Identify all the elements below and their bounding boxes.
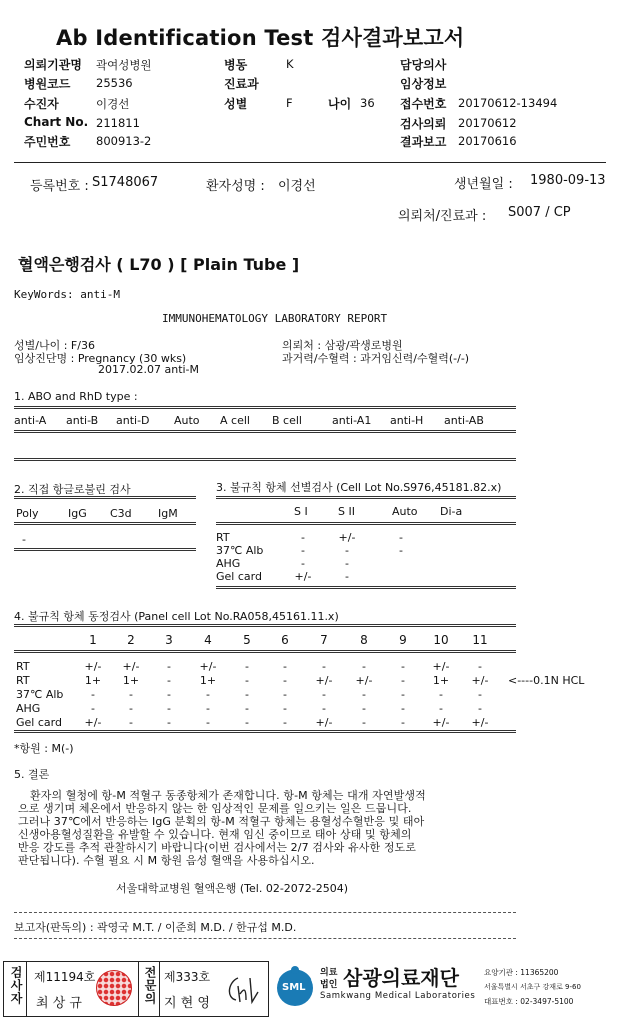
panel-cell: +/- bbox=[315, 674, 333, 687]
screen-rule-bottom bbox=[216, 586, 516, 589]
panel-cell: - bbox=[478, 660, 482, 673]
screen-column-header: S I bbox=[294, 505, 308, 518]
panel-column-header: 11 bbox=[472, 633, 488, 647]
abo-column-header: A cell bbox=[220, 414, 250, 427]
panel-cell: - bbox=[167, 716, 171, 729]
header-right-label: 접수번호 bbox=[400, 97, 447, 111]
signature-icon bbox=[224, 972, 260, 1006]
contact-institution: 요양기관 : 11365200 bbox=[484, 968, 559, 977]
header-left-label: 병원코드 bbox=[24, 77, 71, 91]
panel-cell: +/- bbox=[432, 660, 450, 673]
reg-value: S1748067 bbox=[92, 175, 159, 190]
panel-cell: +/- bbox=[471, 674, 489, 687]
specialist-name: 지 현 영 bbox=[164, 996, 210, 1011]
panel-cell: - bbox=[167, 674, 171, 687]
dob-value: 1980-09-13 bbox=[530, 173, 606, 188]
sml-logo-icon bbox=[272, 962, 318, 1008]
screen-cell: - bbox=[301, 544, 305, 557]
screen-title: 3. 불규칙 항체 선별검사 (Cell Lot No.S976,45181.82.x) bbox=[216, 481, 502, 494]
dept-label: 의뢰처/진료과 : bbox=[398, 209, 487, 224]
screen-rule-top bbox=[216, 496, 516, 499]
panel-cell: - bbox=[478, 702, 482, 715]
panel-column-header: 8 bbox=[360, 633, 368, 647]
panel-cell: - bbox=[245, 674, 249, 687]
panel-cell: - bbox=[401, 660, 405, 673]
signature-box bbox=[3, 961, 269, 1017]
patient-diagnosis: 임상진단명 : Pregnancy (30 wks) bbox=[14, 352, 187, 365]
panel-column-header: 5 bbox=[243, 633, 251, 647]
panel-row-label: AHG bbox=[16, 702, 41, 715]
panel-cell: - bbox=[283, 660, 287, 673]
header-left-value: 211811 bbox=[96, 116, 140, 130]
abo-column-header: anti-AB bbox=[444, 414, 484, 427]
screen-cell: +/- bbox=[294, 570, 312, 583]
header-left-label: 의뢰기관명 bbox=[24, 58, 82, 72]
panel-cell: +/- bbox=[84, 660, 102, 673]
panel-cell: - bbox=[322, 702, 326, 715]
org-name: 삼광의료재단 bbox=[343, 966, 459, 990]
panel-cell: - bbox=[362, 660, 366, 673]
patient-name-label: 환자성명 : bbox=[206, 179, 265, 194]
header-left-value: 25536 bbox=[96, 76, 133, 90]
panel-cell: - bbox=[362, 688, 366, 701]
dat-column-header: IgM bbox=[158, 507, 178, 520]
panel-cell: 1+ bbox=[199, 674, 217, 687]
abo-column-header: anti-D bbox=[116, 414, 150, 427]
header-mid-value: K bbox=[286, 57, 294, 71]
screen-row-label: Gel card bbox=[216, 570, 262, 583]
conclusion-line: 신생아용혈성질환을 유발할 수 있습니다. 현재 임신 중이므로 태아 상태 및 항체의 bbox=[18, 828, 412, 841]
reporter-rule-top bbox=[14, 912, 516, 913]
abo-rule-bottom bbox=[14, 458, 516, 461]
abo-column-header: B cell bbox=[272, 414, 302, 427]
panel-column-header: 2 bbox=[127, 633, 135, 647]
dat-column-header: IgG bbox=[68, 507, 87, 520]
patient-sexage: 성별/나이 : F/36 bbox=[14, 339, 95, 352]
panel-cell: - bbox=[401, 674, 405, 687]
panel-cell: - bbox=[129, 688, 133, 701]
examiner-seal-icon bbox=[96, 970, 132, 1006]
dob-label: 생년월일 : bbox=[454, 177, 513, 192]
header-right-value: 20170612 bbox=[458, 116, 517, 130]
panel-rule-bottom bbox=[14, 730, 516, 733]
screen-cell: - bbox=[345, 570, 349, 583]
panel-cell: - bbox=[401, 688, 405, 701]
panel-cell: 1+ bbox=[84, 674, 102, 687]
header-left-label: 주민번호 bbox=[24, 135, 71, 149]
header-right-label: 결과보고 bbox=[400, 135, 447, 149]
section-title: 혈액은행검사 ( L70 ) [ Plain Tube ] bbox=[18, 255, 300, 274]
report-title: Ab Identification Test 검사결과보고서 bbox=[56, 26, 465, 50]
examiner-name: 최 상 규 bbox=[36, 996, 82, 1011]
header-left-value: 이경선 bbox=[96, 97, 130, 111]
abo-rule-mid bbox=[14, 430, 516, 433]
conclusion-line: 그러나 37℃에서 반응하는 IgG 분획의 항-M 적혈구 항체는 용혈성수혈반응 및 태아 bbox=[18, 815, 425, 828]
conclusion-line: 환자의 혈청에 항-M 적혈구 동종항체가 존재합니다. 항-M 항체는 대개 자연발생적 bbox=[30, 789, 426, 802]
conclusion-title: 5. 결론 bbox=[14, 768, 50, 781]
age-value: 36 bbox=[360, 96, 375, 110]
contact-phone: 대표번호 : 02-3497-5100 bbox=[484, 997, 574, 1006]
panel-cell: - bbox=[129, 702, 133, 715]
panel-cell: - bbox=[167, 702, 171, 715]
panel-cell: - bbox=[283, 688, 287, 701]
abo-column-header: anti-A bbox=[14, 414, 47, 427]
sig-divider-3 bbox=[159, 962, 160, 1016]
header-left-label: Chart No. bbox=[24, 115, 89, 129]
header-left-value: 곽여성병원 bbox=[96, 58, 152, 72]
dept-value: S007 / CP bbox=[508, 205, 571, 220]
reporter-rule-bottom bbox=[14, 938, 516, 939]
header-right-label: 검사의뢰 bbox=[400, 117, 447, 131]
panel-cell: - bbox=[245, 702, 249, 715]
screen-cell: +/- bbox=[338, 531, 356, 544]
panel-column-header: 6 bbox=[281, 633, 289, 647]
dat-rule-mid bbox=[14, 522, 196, 525]
panel-column-header: 10 bbox=[433, 633, 449, 647]
panel-rule-mid bbox=[14, 650, 516, 653]
header-left-label: 수진자 bbox=[24, 97, 59, 111]
panel-cell: - bbox=[478, 688, 482, 701]
panel-column-header: 7 bbox=[320, 633, 328, 647]
header-divider bbox=[14, 162, 606, 163]
conclusion-line: 으로 생기며 체온에서 반응하지 않는 한 임상적인 문제를 일으키는 일은 드뭅니다. bbox=[18, 802, 412, 815]
panel-cell: - bbox=[362, 702, 366, 715]
panel-cell: - bbox=[283, 702, 287, 715]
panel-row-label: RT bbox=[16, 660, 30, 673]
dat-value: - bbox=[22, 533, 26, 546]
panel-column-header: 9 bbox=[399, 633, 407, 647]
panel-column-header: 4 bbox=[204, 633, 212, 647]
screen-column-header: Auto bbox=[392, 505, 418, 518]
panel-cell: - bbox=[167, 660, 171, 673]
abo-column-header: Auto bbox=[174, 414, 200, 427]
header-right-label: 임상정보 bbox=[400, 77, 447, 91]
header-mid-label: 진료과 bbox=[224, 77, 259, 91]
reg-label: 등록번호 : bbox=[30, 179, 89, 194]
screen-cell: - bbox=[345, 557, 349, 570]
panel-cell: - bbox=[439, 702, 443, 715]
header-right-label: 담당의사 bbox=[400, 58, 447, 72]
report-heading: IMMUNOHEMATOLOGY LABORATORY REPORT bbox=[162, 312, 388, 325]
panel-cell: - bbox=[439, 688, 443, 701]
screen-column-header: S II bbox=[338, 505, 355, 518]
panel-row-note: <----0.1N HCL bbox=[508, 674, 585, 687]
keywords: KeyWords: anti-M bbox=[14, 288, 120, 301]
patient-referrer: 의뢰처 : 삼광/곽생로병원 bbox=[282, 339, 403, 352]
panel-cell: 1+ bbox=[432, 674, 450, 687]
patient-history: 과거력/수혈력 : 과거임신력/수혈력(-/-) bbox=[282, 352, 470, 365]
panel-cell: +/- bbox=[122, 660, 140, 673]
header-right-value: 20170616 bbox=[458, 134, 517, 148]
logo-text: SML bbox=[282, 982, 306, 993]
panel-cell: - bbox=[91, 688, 95, 701]
specialist-label: 전문의 bbox=[143, 966, 157, 1005]
panel-cell: +/- bbox=[432, 716, 450, 729]
panel-row-label: 37℃ Alb bbox=[16, 688, 64, 701]
dat-rule-bottom bbox=[14, 548, 196, 551]
reporter-line: 보고자(판독의) : 곽영국 M.T. / 이준희 M.D. / 한규섭 M.D. bbox=[14, 921, 297, 934]
panel-cell: - bbox=[245, 688, 249, 701]
conclusion-line: 판단됩니다). 수혈 필요 시 M 항원 음성 혈액을 사용하십시오. bbox=[18, 854, 315, 867]
panel-cell: - bbox=[91, 702, 95, 715]
panel-column-header: 3 bbox=[165, 633, 173, 647]
panel-column-header: 1 bbox=[89, 633, 97, 647]
screen-rule-mid bbox=[216, 522, 516, 525]
panel-cell: - bbox=[362, 716, 366, 729]
header-mid-value: F bbox=[286, 96, 293, 110]
panel-cell: +/- bbox=[315, 716, 333, 729]
dat-title: 2. 직접 항글로불린 검사 bbox=[14, 483, 131, 496]
contact-address: 서울특별시 서초구 강재로 9-60 bbox=[484, 983, 581, 991]
org-english-name: Samkwang Medical Laboratories bbox=[320, 991, 476, 1001]
panel-cell: - bbox=[283, 716, 287, 729]
header-left-value: 800913-2 bbox=[96, 134, 152, 148]
header-right-value: 20170612-13494 bbox=[458, 96, 558, 110]
panel-cell: - bbox=[322, 688, 326, 701]
panel-cell: 1+ bbox=[122, 674, 140, 687]
dat-rule-top bbox=[14, 496, 196, 499]
panel-row-label: RT bbox=[16, 674, 30, 687]
org-prefix-1: 의료 bbox=[320, 968, 338, 978]
conclusion-signoff: 서울대학교병원 혈액은행 (Tel. 02-2072-2504) bbox=[116, 882, 349, 895]
screen-row-label: AHG bbox=[216, 557, 241, 570]
examiner-label: 검사자 bbox=[9, 966, 23, 1005]
screen-cell: - bbox=[301, 531, 305, 544]
screen-cell: - bbox=[345, 544, 349, 557]
screen-cell: - bbox=[301, 557, 305, 570]
panel-rule-top bbox=[14, 624, 516, 627]
screen-row-label: 37℃ Alb bbox=[216, 544, 264, 557]
antigen-result: *항원 : M(-) bbox=[14, 742, 74, 755]
examiner-license: 제11194호 bbox=[34, 970, 96, 984]
age-label: 나이 bbox=[328, 97, 352, 111]
header-mid-label: 성별 bbox=[224, 97, 248, 111]
sig-divider-1 bbox=[26, 962, 27, 1016]
panel-cell: - bbox=[283, 674, 287, 687]
patient-name-value: 이경선 bbox=[278, 179, 316, 194]
specialist-license: 제333호 bbox=[164, 970, 211, 984]
abo-title: 1. ABO and RhD type : bbox=[14, 390, 138, 403]
screen-cell: - bbox=[399, 531, 403, 544]
panel-row-label: Gel card bbox=[16, 716, 62, 729]
abo-column-header: anti-A1 bbox=[332, 414, 372, 427]
screen-column-header: Di-a bbox=[440, 505, 463, 518]
screen-cell: - bbox=[399, 544, 403, 557]
panel-cell: - bbox=[129, 716, 133, 729]
panel-cell: - bbox=[206, 688, 210, 701]
screen-row-label: RT bbox=[216, 531, 230, 544]
panel-cell: - bbox=[206, 716, 210, 729]
dat-column-header: Poly bbox=[16, 507, 39, 520]
panel-cell: - bbox=[245, 660, 249, 673]
org-prefix-2: 법인 bbox=[320, 980, 338, 990]
panel-cell: +/- bbox=[471, 716, 489, 729]
dat-column-header: C3d bbox=[110, 507, 132, 520]
sig-divider-2 bbox=[138, 962, 139, 1016]
panel-cell: - bbox=[322, 660, 326, 673]
panel-cell: - bbox=[401, 702, 405, 715]
panel-cell: +/- bbox=[355, 674, 373, 687]
header-mid-label: 병동 bbox=[224, 58, 248, 72]
patient-diagnosis-2: 2017.02.07 anti-M bbox=[98, 363, 200, 376]
abo-rule-top bbox=[14, 406, 516, 409]
abo-column-header: anti-B bbox=[66, 414, 99, 427]
panel-title: 4. 불규칙 항체 동정검사 (Panel cell Lot No.RA058,45161.11.x) bbox=[14, 610, 339, 623]
panel-cell: - bbox=[167, 688, 171, 701]
panel-cell: - bbox=[401, 716, 405, 729]
abo-column-header: anti-H bbox=[390, 414, 424, 427]
panel-cell: +/- bbox=[199, 660, 217, 673]
panel-cell: - bbox=[245, 716, 249, 729]
panel-cell: +/- bbox=[84, 716, 102, 729]
conclusion-line: 반응 강도를 추적 관찰하시기 바랍니다(이번 검사에서는 2/7 검사와 유사한 정도로 bbox=[18, 841, 416, 854]
panel-cell: - bbox=[206, 702, 210, 715]
